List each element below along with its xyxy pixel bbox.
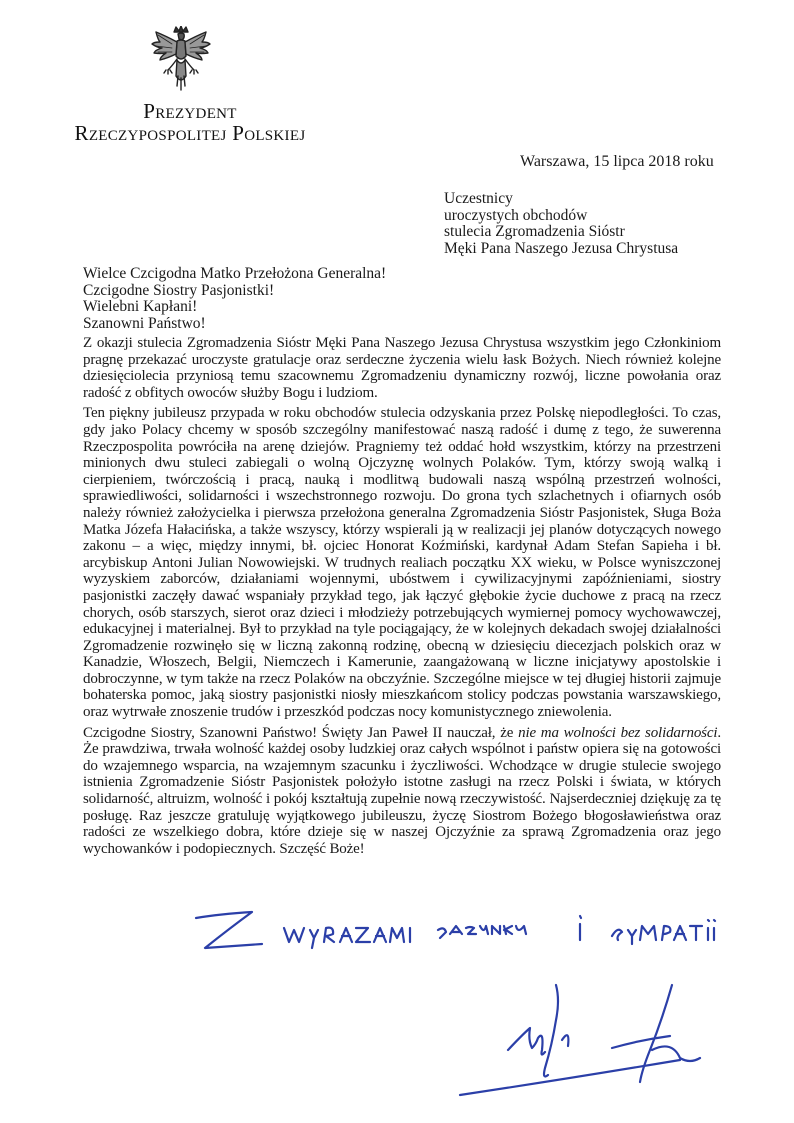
recipient-line: uroczystych obchodów — [444, 206, 588, 224]
paragraph-1: Z okazji stulecia Zgromadzenia Sióstr Męki Pana Naszego Jezusa Chrystusa wszystkim jego Członkiniom pragnę przekazać uroczyste gratulacje oraz serdeczne życzenia wielu łask Bożych. Niech również kolejne dziesięciolecia przyniosą temu szacownemu Zgromadzeniu dynamiczny rozwój, liczne powołania oraz radość z obfitych owoców służby Bogu i ludziom. — [83, 335, 721, 401]
recipient-line: Męki Pana Naszego Jezusa Chrystusa — [444, 239, 679, 257]
office-title-line2: Rzeczypospolitej Polskiej — [74, 121, 306, 145]
letter-date: Warszawa, 15 lipca 2018 roku — [520, 153, 714, 170]
salutation-line: Wielebni Kapłani! — [83, 298, 198, 315]
salutation-line: Czcigodne Siostry Pasjonistki! — [83, 281, 275, 299]
office-title-line1: Prezydent — [143, 99, 237, 123]
recipient-line: stulecia Zgromadzenia Sióstr — [444, 223, 625, 240]
paragraph-3-end: . Że prawdziwa, trwała wolność każdej osoby ludzkiej oraz całych wspólnot i państw opiera się na gotowości do wzajemnego wsparcia, na wzajemnym szacunku i życzliwości. Wchodzące w drugie stulecie swojego istnienia Zgromadzenie Sióstr Pasjonistek położyło istotne zasługi na rzecz Polski i świata, w których solidarność, altruizm, wolność i pokój kształtują zupełnie nową rzeczywistość. Najserdeczniej dziękuję za tę posługę. Raz jeszcze gratuluję wyjątkowego jubileuszu, życzę Siostrom Bożego błogosławieństwa oraz radości ze wszelkiego dobra, które dzieje się w naszej Ojczyźnie za sprawą Zgromadzenia oraz jego wychowanków i podopiecznych. Szczęść Boże! — [83, 724, 721, 857]
salutation-line: Wielce Czcigodna Matko Przełożona Generalna! — [83, 265, 387, 282]
paragraph-3-quote: nie ma wolności bez solidarności — [518, 724, 718, 741]
paragraph-2: Ten piękny jubileusz przypada w roku obchodów stulecia odzyskania przez Polskę niepodległości. To czas, gdy jako Polacy chcemy w sposób szczególny manifestować naszą radość i dumę z tego, że suwerenna Rzeczpospolita powróciła na arenę dziejów. Pragniemy też oddać hołd wszystkim, którzy na przestrzeni minionych dwu stuleci zabiegali o wolną Ojczyznę wolnych Polaków. Tym, którzy swoją walką i cierpieniem, twórczością i pracą, nauką i modlitwą budowali naszą wspólną przestrzeń wolności, sprawiedliwości, solidarności i wszechstronnego rozwoju. Do grona tych szlachetnych i ofiarnych osób należy również założycielka i pierwsza przełożona generalna Zgromadzenia Sióstr Pasjonistek, Sługa Boża Matka Józefa Hałacińska, a także wszyscy, którzy wspierali ją w realizacji jej planów dotyczących nowego zakonu – a więc, między innymi, bł. ojciec Honorat Koźmiński, kardynał Adam Stefan Sapieha i bł. arcybiskup Antoni Julian Nowowiejski. W trudnych realiach początku XX wieku, w Polsce wyniszczonej wyzyskiem zaborców, działaniami wojennymi, ubóstwem i cywilizacyjnymi zapóźnieniami, siostry pasjonistki zaczęły dawać wspaniały przykład tego, jak łączyć głębokie życie duchowe z pracą na rzecz chorych, osób starszych, sierot oraz dzieci i młodzieży potrzebujących wymiernej pomocy wychowawczej, edukacyjnej i materialnej. Był to przykład na tyle pociągający, że w kolejnych dekadach swojej działalności Zgromadzenie rozwinęło się w liczną zakonną rodzinę, obecną w dziesięciu diecezjach polskich oraz w Kanadzie, Włoszech, Belgii, Niemczech i Kamerunie, zaangażowaną w liczne inicjatywy apostolskie i dobroczynne, w tym także na rzecz Polaków na obczyźnie. Szczególne miejsce w tej długiej historii zajmuje bohaterska pomoc, jaką siostry pasjonistki niosły mieszkańcom stolicy podczas powstania warszawskiego, oraz wytrwałe znoszenie trudów i przeszkód podczas nocy komunistycznego zniewolenia. — [83, 405, 721, 721]
recipient-line: Uczestnicy — [444, 190, 513, 207]
salutation-line: Szanowni Państwo! — [83, 314, 206, 332]
paragraph-3-start: Czcigodne Siostry, Szanowni Państwo! Święty Jan Paweł II nauczał, że — [83, 724, 519, 741]
